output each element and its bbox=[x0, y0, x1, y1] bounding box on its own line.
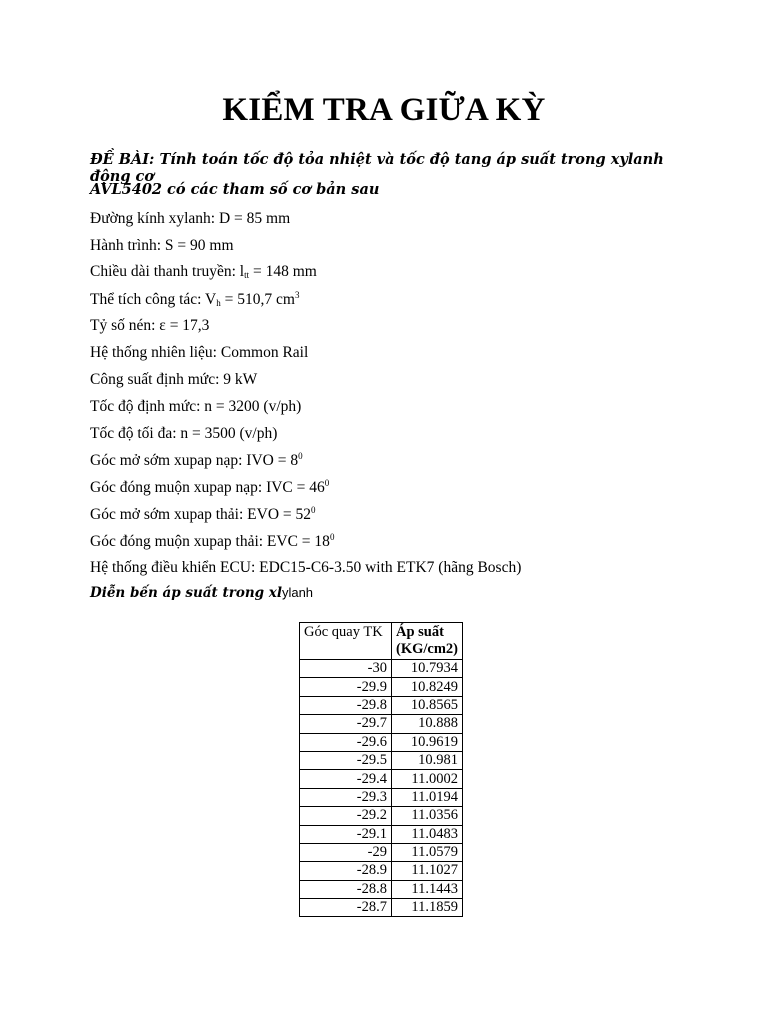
table-body bbox=[300, 660, 463, 917]
table-row bbox=[300, 678, 463, 696]
table-row bbox=[300, 880, 463, 898]
evc-text: Góc đóng muộn xupap thải: EVC = 18 bbox=[90, 533, 330, 550]
param-rated-power: Công suất định mức: 9 kW bbox=[90, 371, 258, 388]
subheading-plain: ylanh bbox=[281, 585, 314, 600]
cell-pressure: 10.888 bbox=[392, 715, 463, 733]
table-row bbox=[300, 862, 463, 880]
param-max-speed: Tốc độ tối đa: n = 3500 (v/ph) bbox=[90, 425, 278, 442]
page-title: KIỂM TRA GIỮA KỲ bbox=[222, 92, 546, 128]
header-crank-angle: Góc quay TK bbox=[300, 623, 392, 660]
evo-degree: 0 bbox=[311, 505, 316, 515]
cell-pressure: 10.7934 bbox=[392, 660, 463, 678]
cell-pressure: 10.8565 bbox=[392, 696, 463, 714]
cell-crank-angle: -29.7 bbox=[300, 715, 392, 733]
cell-pressure: 11.1027 bbox=[392, 862, 463, 880]
rod-label: Chiều dài thanh truyền: l bbox=[90, 263, 245, 280]
pressure-table bbox=[299, 622, 463, 917]
cell-crank-angle: -28.9 bbox=[300, 862, 392, 880]
param-compression-ratio: Tỷ số nén: ε = 17,3 bbox=[90, 317, 210, 334]
cell-crank-angle: -29.1 bbox=[300, 825, 392, 843]
vol-superscript: 3 bbox=[294, 290, 300, 300]
task-heading-line-1: ĐỀ BÀI: Tính toán tốc độ tỏa nhiệt và tốc độ tang áp suất trong xylanh động cơ bbox=[90, 151, 664, 185]
table-row bbox=[300, 899, 463, 917]
param-stroke: Hành trình: S = 90 mm bbox=[90, 237, 234, 254]
table-row bbox=[300, 843, 463, 861]
cell-pressure: 11.0194 bbox=[392, 788, 463, 806]
param-evc bbox=[90, 532, 710, 551]
vol-label: Thể tích công tác: V bbox=[90, 291, 217, 308]
table-row bbox=[300, 825, 463, 843]
cell-crank-angle: -28.7 bbox=[300, 899, 392, 917]
cell-crank-angle: -29.3 bbox=[300, 788, 392, 806]
param-evo bbox=[90, 505, 710, 524]
table-row bbox=[300, 770, 463, 788]
param-ivo bbox=[90, 451, 710, 470]
cell-crank-angle: -29.2 bbox=[300, 807, 392, 825]
cell-pressure: 11.1859 bbox=[392, 899, 463, 917]
evo-text: Góc mở sớm xupap thải: EVO = 52 bbox=[90, 506, 312, 523]
cell-pressure: 10.8249 bbox=[392, 678, 463, 696]
rod-value: = 148 mm bbox=[249, 263, 317, 280]
cell-crank-angle: -29.9 bbox=[300, 678, 392, 696]
param-ecu: Hệ thống điều khiển ECU: EDC15-C6-3.50 with ETK7 (hãng Bosch) bbox=[90, 559, 522, 576]
param-rod-length bbox=[90, 263, 710, 281]
rod-subscript: tt bbox=[244, 270, 250, 280]
task-heading-line-2: AVL5402 có các tham số cơ bản sau bbox=[90, 181, 380, 198]
table-row bbox=[300, 696, 463, 714]
table-header-row bbox=[300, 623, 463, 660]
cell-crank-angle: -29.4 bbox=[300, 770, 392, 788]
table-row bbox=[300, 751, 463, 769]
cell-crank-angle: -30 bbox=[300, 660, 392, 678]
vol-subscript: h bbox=[216, 298, 221, 308]
ivc-degree: 0 bbox=[324, 478, 330, 488]
cell-crank-angle: -29 bbox=[300, 843, 392, 861]
table-row bbox=[300, 733, 463, 751]
cell-pressure: 11.0356 bbox=[392, 807, 463, 825]
header-pressure: Áp suất (KG/cm2) bbox=[392, 623, 463, 660]
ivo-degree: 0 bbox=[298, 451, 303, 461]
param-fuel-system: Hệ thống nhiên liệu: Common Rail bbox=[90, 344, 309, 361]
cell-crank-angle: -29.6 bbox=[300, 733, 392, 751]
cell-crank-angle: -29.5 bbox=[300, 751, 392, 769]
subheading-bold: Diễn bến áp suất trong xl bbox=[90, 585, 282, 601]
cell-pressure: 11.0483 bbox=[392, 825, 463, 843]
table-row bbox=[300, 807, 463, 825]
param-ivc bbox=[90, 478, 710, 497]
table-row bbox=[300, 715, 463, 733]
evc-degree: 0 bbox=[329, 532, 335, 542]
cell-pressure: 11.1443 bbox=[392, 880, 463, 898]
pressure-subheading bbox=[90, 584, 313, 602]
cell-pressure: 10.9619 bbox=[392, 733, 463, 751]
cell-pressure: 10.981 bbox=[392, 751, 463, 769]
vol-value: = 510,7 cm bbox=[220, 291, 295, 308]
table-row bbox=[300, 660, 463, 678]
param-rated-speed: Tốc độ định mức: n = 3200 (v/ph) bbox=[90, 398, 302, 415]
ivc-text: Góc đóng muộn xupap nạp: IVC = 46 bbox=[90, 479, 325, 496]
table-row bbox=[300, 788, 463, 806]
param-displacement bbox=[90, 290, 710, 309]
cell-crank-angle: -28.8 bbox=[300, 880, 392, 898]
cell-pressure: 11.0579 bbox=[392, 843, 463, 861]
ivo-text: Góc mở sớm xupap nạp: IVO = 8 bbox=[90, 452, 299, 469]
param-bore: Đường kính xylanh: D = 85 mm bbox=[90, 210, 291, 227]
cell-pressure: 11.0002 bbox=[392, 770, 463, 788]
cell-crank-angle: -29.8 bbox=[300, 696, 392, 714]
